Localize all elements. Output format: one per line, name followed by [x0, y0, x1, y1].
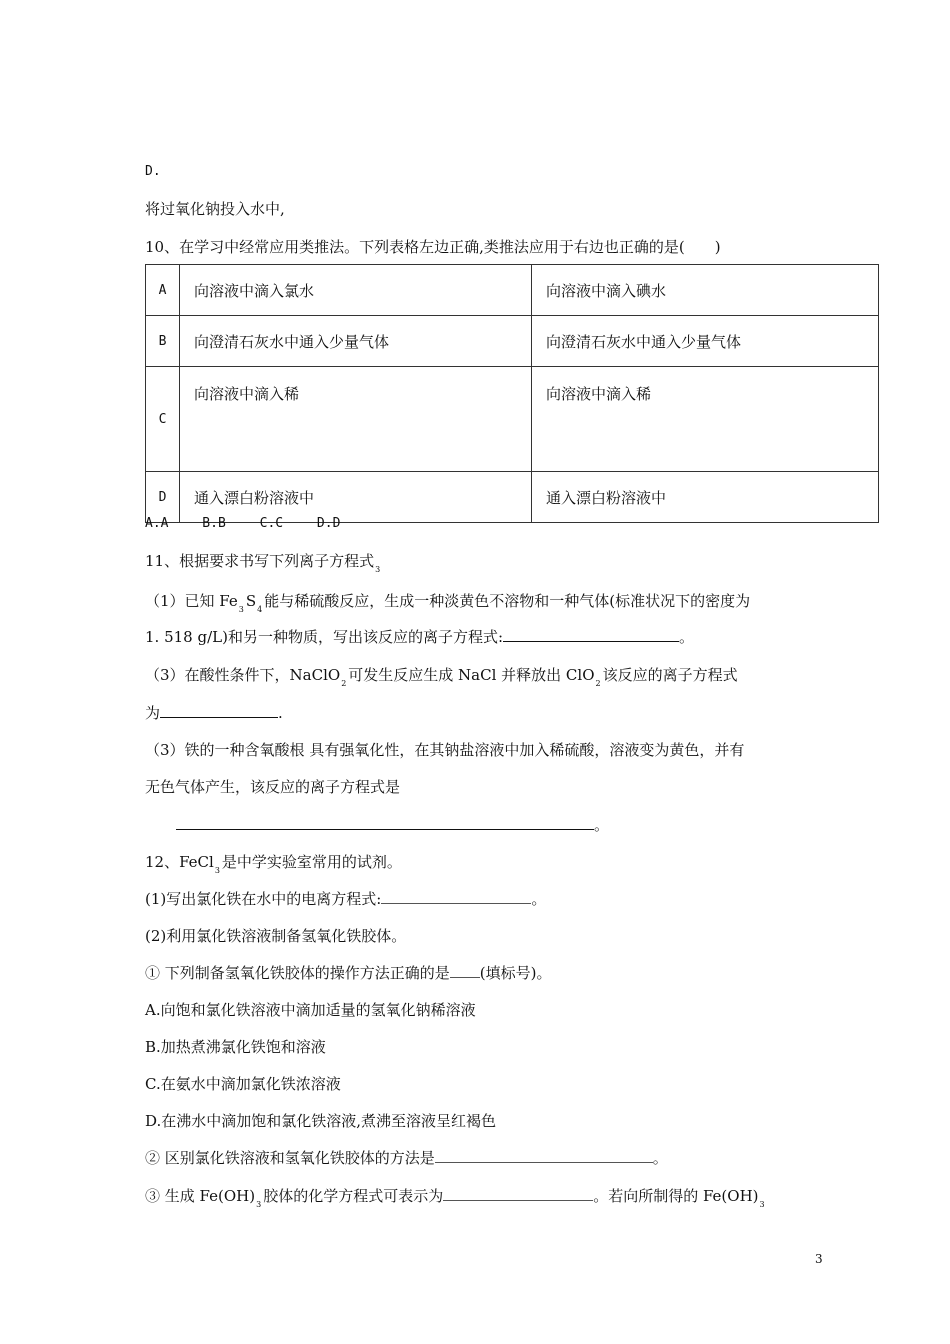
row-letter: C: [146, 367, 180, 472]
q11-part3-line3: [176, 815, 609, 835]
question-10-table: [145, 264, 879, 523]
q11-1a: （1）已知 Fe: [145, 592, 238, 610]
table-row: [146, 367, 879, 472]
table-row: [146, 316, 879, 367]
q12-c3-sub2: 3: [759, 1200, 765, 1209]
q11-part3-line2: 无色气体产生，该反应的离子方程式是: [145, 778, 401, 796]
q11-2-sub2: 2: [595, 679, 601, 688]
q11-1-sub2: 4: [257, 605, 263, 614]
q12-c3b: 胶体的化学方程式可表示为: [263, 1187, 444, 1205]
q11-part1-line1: [145, 591, 750, 614]
q11-part3-line1: （3）铁的一种含氧酸根 具有强氧化性，在其钠盐溶液中加入稀硫酸，溶液变为黄色，并有: [145, 741, 745, 759]
right-cell: 向溶液中滴入稀: [532, 367, 879, 472]
q11-2e: .: [278, 704, 283, 722]
question-10-stem: 10、在学习中经常应用类推法。下列表格左边正确,类推法应用于右边也正确的是( ): [145, 238, 721, 256]
left-cell: 向溶液中滴入氯水: [180, 265, 532, 316]
right-cell: 向溶液中滴入碘水: [532, 265, 879, 316]
q11-1b: S: [245, 592, 257, 610]
q12-c1a: ① 下列制备氢氧化铁胶体的操作方法正确的是: [145, 964, 450, 982]
q11-2d: 为: [145, 704, 161, 722]
table-row: [146, 265, 879, 316]
option-a: A.向饱和氯化铁溶液中滴加适量的氢氧化钠稀溶液: [145, 1001, 476, 1019]
q11-1-sub1: 3: [238, 605, 244, 614]
q11-part2-line1: [145, 665, 738, 688]
q12-choice3: [145, 1186, 767, 1209]
q12-c2b: 。: [652, 1149, 668, 1167]
q11-part1-line2: [145, 627, 694, 647]
answer-blank[interactable]: [176, 815, 594, 830]
statement-line: 将过氧化钠投入水中,: [145, 200, 285, 218]
answer-blank[interactable]: [503, 627, 679, 642]
page-number: 3: [815, 1252, 823, 1266]
q11-text: 11、根据要求书写下列离子方程式: [145, 552, 375, 570]
q12-choice2: [145, 1148, 668, 1168]
q12b: 是中学实验室常用的试剂。: [221, 853, 402, 871]
q12-c1b: (填标号)。: [479, 964, 552, 982]
q11-2c: 该反应的离子方程式: [602, 666, 738, 684]
row-letter: D: [146, 472, 180, 523]
option-d: D.在沸水中滴加饱和氯化铁溶液,煮沸至溶液呈红褐色: [145, 1112, 497, 1130]
question-12-stem: [145, 852, 402, 875]
left-cell: 向澄清石灰水中通入少量气体: [180, 316, 532, 367]
question-10-options: A.A B.B C.C D.D: [145, 516, 341, 531]
left-cell: 通入漂白粉溶液中: [180, 472, 532, 523]
answer-blank[interactable]: [381, 889, 531, 904]
q12a: 12、FeCl: [145, 853, 214, 871]
answer-blank[interactable]: [435, 1148, 653, 1163]
q11-3c: 。: [594, 816, 610, 834]
q12-c3c: 。若向所制得的 Fe(OH): [593, 1187, 759, 1205]
question-11-stem: [145, 551, 382, 574]
q11-2-sub: 2: [341, 679, 347, 688]
q12-part2: (2)利用氯化铁溶液制备氢氧化铁胶体。: [145, 927, 407, 945]
answer-blank[interactable]: [443, 1186, 593, 1201]
q11-1c: 能与稀硫酸反应，生成一种淡黄色不溶物和一种气体(标准状况下的密度为: [264, 592, 751, 610]
option-b: B.加热煮沸氯化铁饱和溶液: [145, 1038, 326, 1056]
q11-2a: （3）在酸性条件下，NaClO: [145, 666, 341, 684]
q12-1a: (1)写出氯化铁在水中的电离方程式:: [145, 890, 382, 908]
row-letter: A: [146, 265, 180, 316]
answer-blank[interactable]: [450, 963, 480, 978]
q12-part1: [145, 889, 546, 909]
right-cell: 通入漂白粉溶液中: [532, 472, 879, 523]
q11-1d: 1. 518 g/L)和另一种物质，写出该反应的离子方程式:: [145, 628, 504, 646]
q12-c3-sub: 3: [256, 1200, 262, 1209]
option-c: C.在氨水中滴加氯化铁浓溶液: [145, 1075, 341, 1093]
q12-c2a: ② 区别氯化铁溶液和氢氧化铁胶体的方法是: [145, 1149, 435, 1167]
q12-choice1: [145, 963, 552, 983]
q11-2b: 可发生反应生成 NaCl 并释放出 ClO: [348, 666, 595, 684]
row-letter: B: [146, 316, 180, 367]
q11-subscript: 3: [375, 565, 381, 574]
option-d-label: D.: [145, 164, 161, 179]
q12-1b: 。: [531, 890, 547, 908]
q12-sub: 3: [214, 866, 220, 875]
left-cell: 向溶液中滴入稀: [180, 367, 532, 472]
q11-1e: 。: [679, 628, 695, 646]
answer-blank[interactable]: [160, 703, 278, 718]
q11-part2-line2: [145, 703, 283, 723]
right-cell: 向澄清石灰水中通入少量气体: [532, 316, 879, 367]
q12-c3a: ③ 生成 Fe(OH): [145, 1187, 256, 1205]
